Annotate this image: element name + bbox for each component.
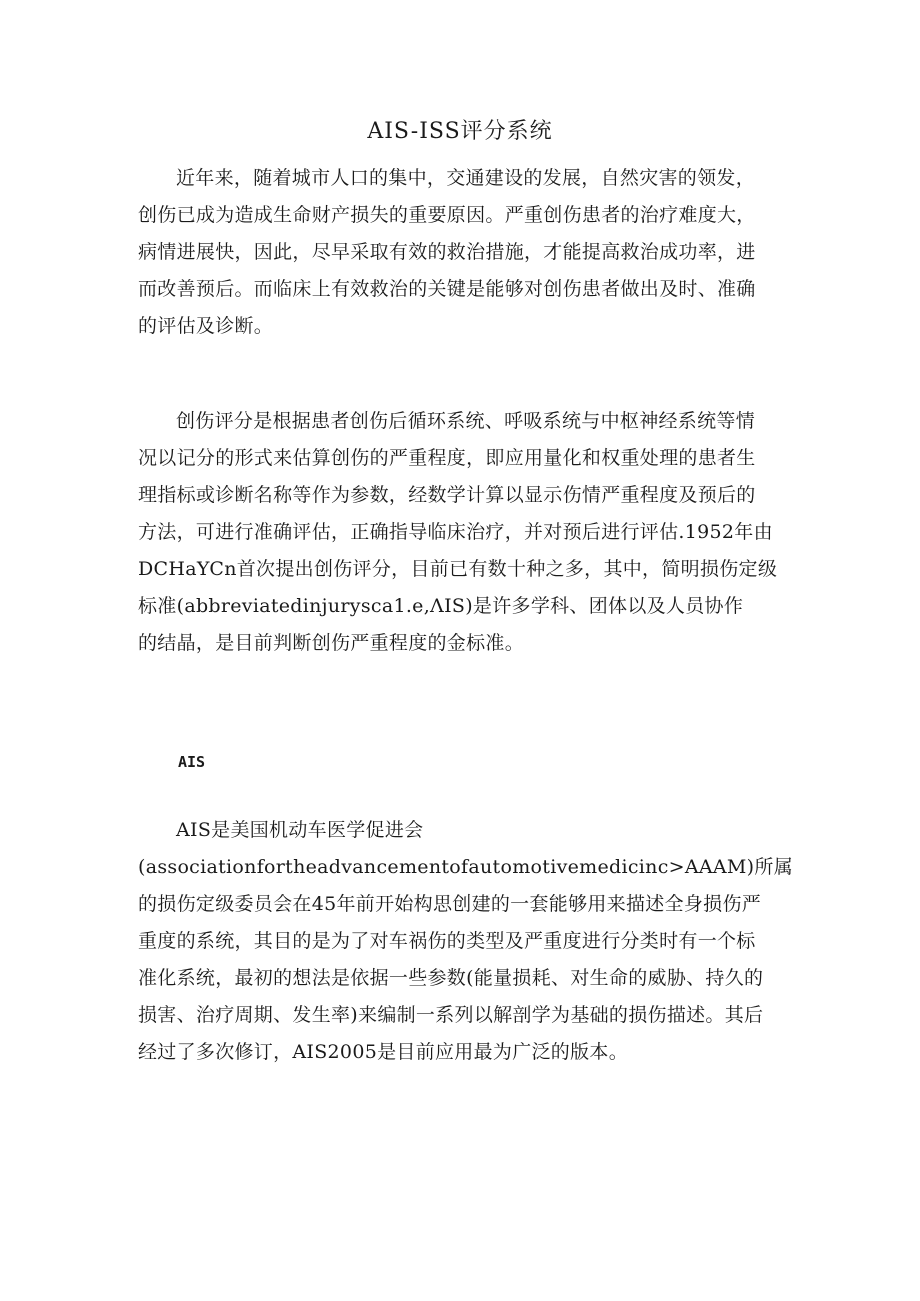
paragraph-line: 病情进展快，因此，尽早采取有效的救治措施，才能提高救治成功率，进 [138,241,756,263]
paragraph-line: 的损伤定级委员会在45年前开始构思创建的一套能够用来描述全身损伤严 [138,893,762,915]
paragraph-line: 准化系统，最初的想法是依据一些参数(能量损耗、对生命的威胁、持久的 [138,967,764,989]
section-heading-ais: AIS [178,753,206,771]
paragraph-line: 理指标或诊断名称等作为参数，经数学计算以显示伤情严重程度及预后的 [138,484,756,506]
document-title: AIS-ISS评分系统 [367,119,553,144]
paragraph-line: 而改善预后。而临床上有效救治的关键是能够对创伤患者做出及时、准确 [138,278,756,300]
paragraph-ais-description [138,812,793,1071]
paragraph-line: 创伤评分是根据患者创伤后循环系统、呼吸系统与中枢神经系统等情 [176,410,756,432]
paragraph-line: 的评估及诊断。 [138,315,274,337]
paragraph-line: 的结晶，是目前判断创伤严重程度的金标准。 [138,632,525,654]
paragraph-line: 经过了多次修订，AIS2005是目前应用最为广泛的版本。 [138,1041,628,1063]
paragraph-line: 方法，可进行准确评估，正确指导临床治疗，并对预后进行评估.1952年由 [138,521,773,543]
paragraph-trauma-scoring [138,403,784,662]
paragraph-line: (associationfortheadvancementofautomotivemedicinc>AAAM)所属 [138,856,793,878]
paragraph-line: 损害、治疗周期、发生率)来编制一系列以解剖学为基础的损伤描述。其后 [138,1004,764,1026]
paragraph-intro [138,160,784,345]
paragraph-line: DCHaYCn首次提出创伤评分，目前已有数十种之多，其中，简明损伤定级 [138,558,778,580]
paragraph-line: 重度的系统，其目的是为了对车祸伤的类型及严重度进行分类时有一个标 [138,930,756,952]
paragraph-line: 标准(abbreviatedinjurysca1.e,ΛIS)是许多学科、团体以及人员协作 [138,595,744,617]
paragraph-line: 况以记分的形式来估算创伤的严重程度，即应用量化和权重处理的患者生 [138,447,756,469]
paragraph-line: 近年来，随着城市人口的集中，交通建设的发展，自然灾害的领发， [176,167,756,189]
paragraph-line: AIS是美国机动车医学促进会 [176,819,424,841]
paragraph-line: 创伤已成为造成生命财产损失的重要原因。严重创伤患者的治疗难度大， [138,204,756,226]
